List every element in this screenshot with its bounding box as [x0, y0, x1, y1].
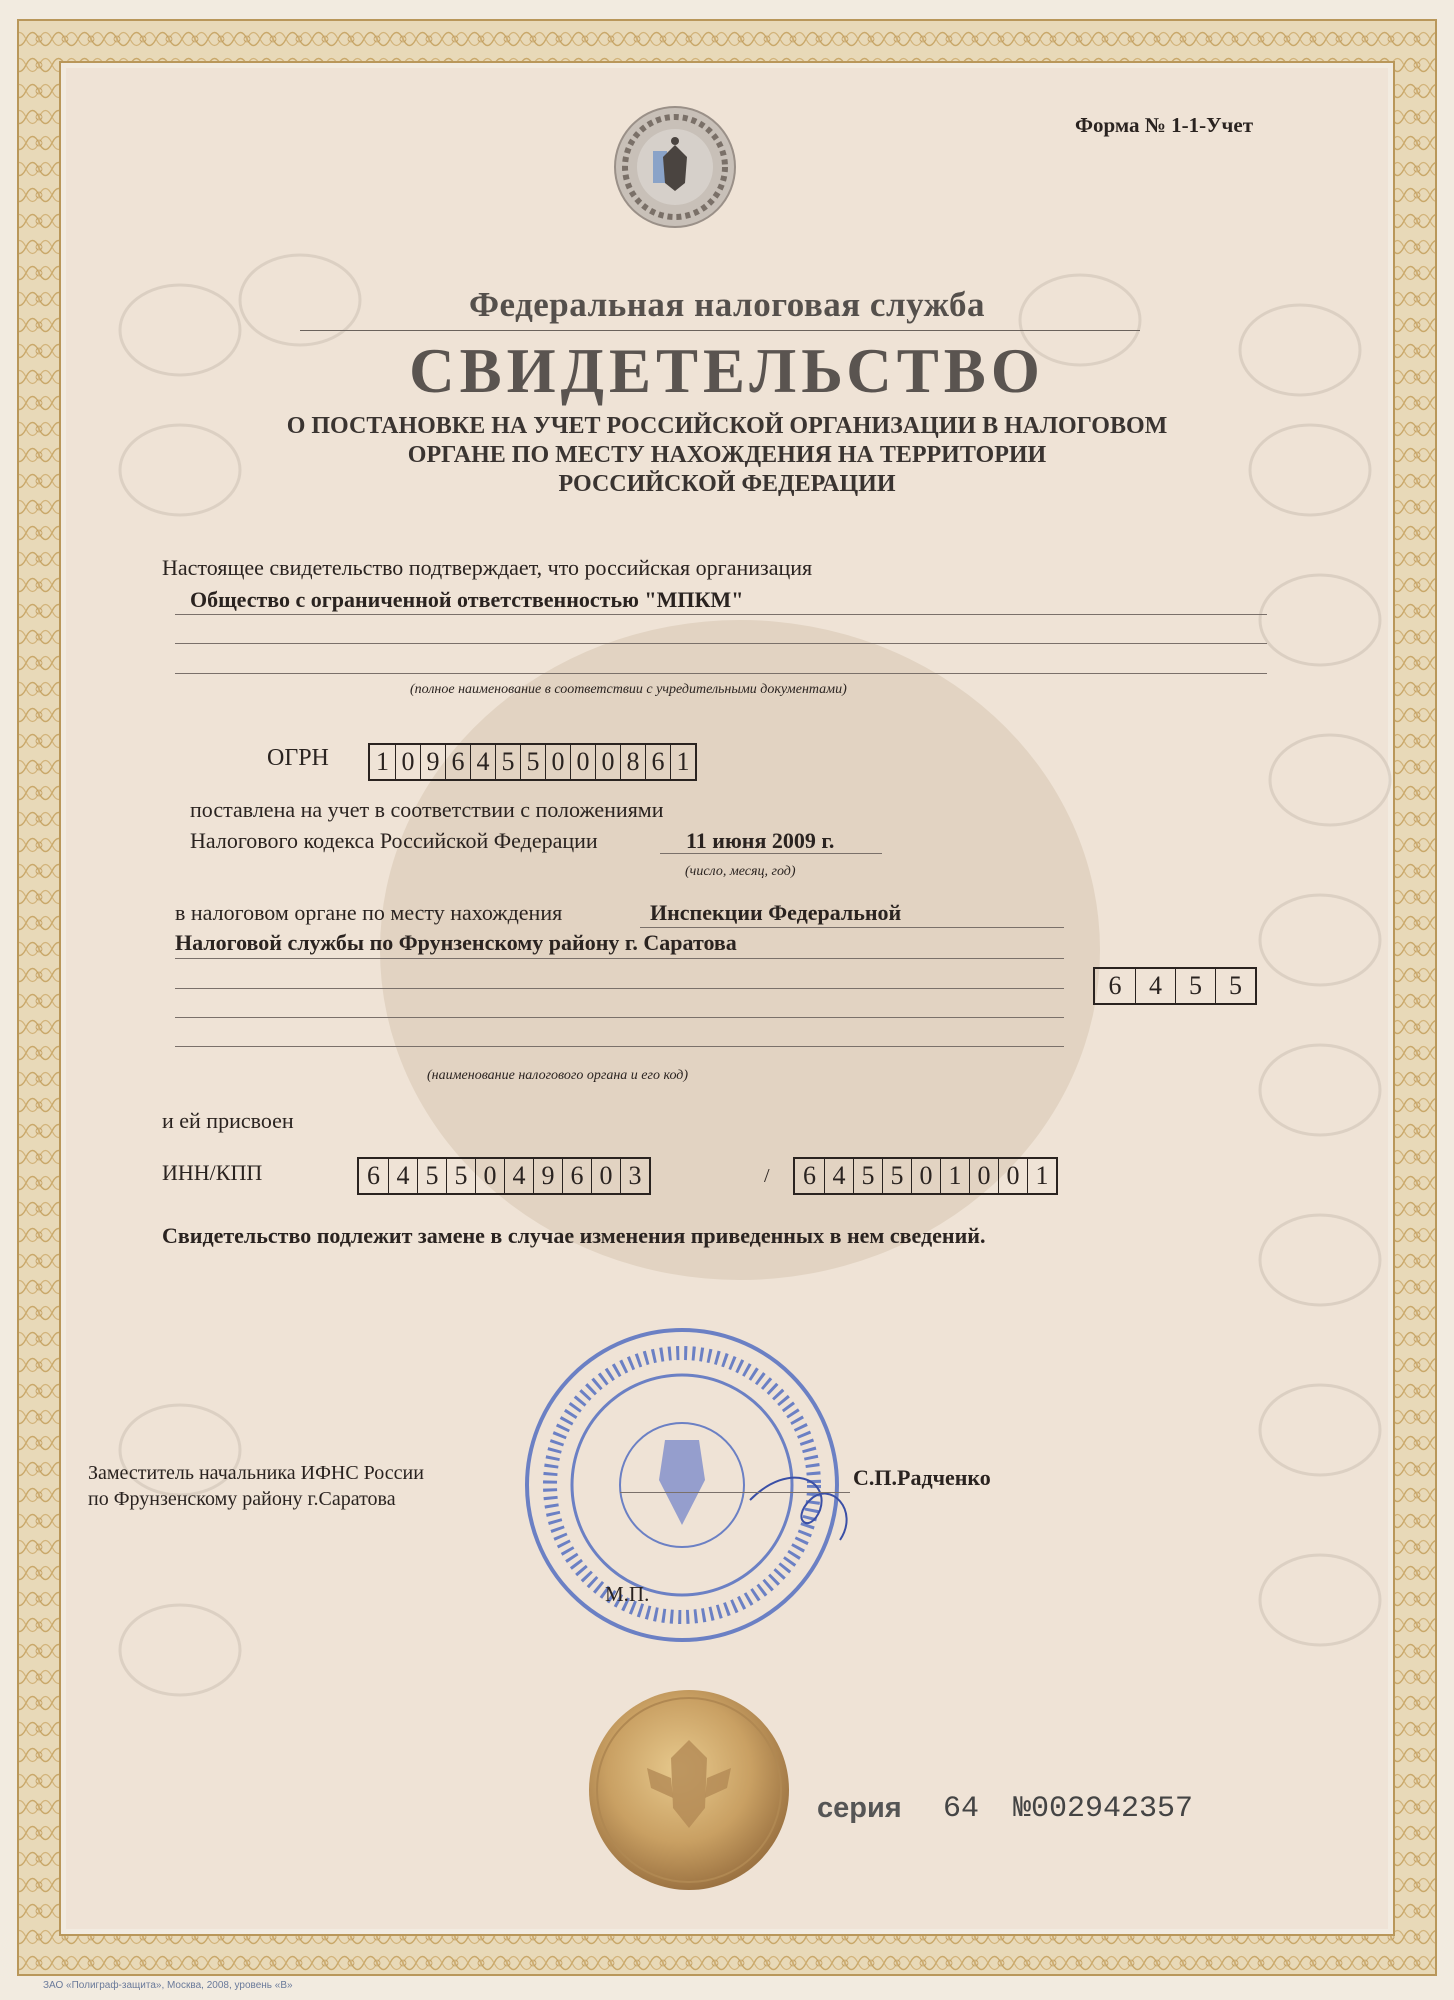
authority-code-digit: 5	[1215, 969, 1255, 1003]
kpp-digit: 5	[882, 1159, 911, 1193]
hologram-emblem	[613, 105, 737, 229]
ogrn-digit: 8	[620, 745, 645, 779]
registration-date: 11 июня 2009 г.	[686, 828, 835, 853]
kpp-digit: 1	[1027, 1159, 1056, 1193]
org-line-2	[175, 643, 1267, 644]
series-label: серия	[817, 1792, 902, 1824]
inn-digit-boxes	[357, 1157, 651, 1195]
document-title: СВИДЕТЕЛЬСТВО	[409, 336, 1045, 406]
registered-text-2: Налогового кодекса Российской Федерации	[190, 828, 598, 853]
authority-caption: (наименование налогового органа и его код)	[427, 1068, 689, 1083]
signatory-title-line-2: по Фрунзенскому району г.Саратова	[88, 1488, 396, 1510]
agency-name: Федеральная налоговая служба	[468, 285, 986, 324]
authority-code-digit: 6	[1108, 971, 1122, 1000]
kpp-digit: 5	[853, 1159, 882, 1193]
assigned-text: и ей присвоен	[162, 1108, 294, 1133]
ogrn-digit: 1	[670, 745, 695, 779]
date-caption: (число, месяц, год)	[685, 864, 796, 879]
subtitle-line-3: РОССИЙСКОЙ ФЕДЕРАЦИИ	[558, 471, 896, 497]
signer-name: С.П.Радченко	[853, 1465, 991, 1490]
inn-digit: 6	[562, 1159, 591, 1193]
tax-authority-intro: в налоговом органе по месту нахождения	[175, 900, 563, 925]
inn-digit: 9	[533, 1159, 562, 1193]
subtitle-line-1: О ПОСТАНОВКЕ НА УЧЕТ РОССИЙСКОЙ ОРГАНИЗАЦИИ В НАЛОГОВОМ	[286, 413, 1168, 439]
kpp-digit: 4	[824, 1159, 853, 1193]
ogrn-digit-boxes	[368, 743, 697, 781]
inn-digit: 3	[620, 1159, 649, 1193]
ogrn-digit: 1	[376, 747, 389, 776]
gold-hologram-seal	[587, 1688, 792, 1893]
ogrn-digit: 0	[395, 745, 420, 779]
replacement-notice: Свидетельство подлежит замене в случае изменения приведенных в нем сведений.	[162, 1223, 986, 1248]
kpp-digit: 1	[940, 1159, 969, 1193]
inn-digit: 6	[367, 1161, 380, 1190]
document-subtitle	[0, 412, 1454, 499]
org-caption: (полное наименование в соответствии с учредительными документами)	[410, 682, 847, 697]
inn-digit: 0	[591, 1159, 620, 1193]
inn-digit: 4	[388, 1159, 417, 1193]
printer-imprint: ЗАО «Полиграф-защита», Москва, 2008, уровень «В»	[43, 1980, 293, 1991]
ogrn-digit: 6	[645, 745, 670, 779]
kpp-digit-boxes	[793, 1157, 1058, 1195]
ogrn-digit: 0	[545, 745, 570, 779]
kpp-digit: 0	[969, 1159, 998, 1193]
authority-line-2	[175, 958, 1064, 959]
inn-kpp-separator: /	[764, 1165, 770, 1187]
kpp-digit: 0	[911, 1159, 940, 1193]
ogrn-digit: 5	[495, 745, 520, 779]
inn-digit: 4	[504, 1159, 533, 1193]
form-number: Форма № 1-1-Учет	[1075, 113, 1254, 137]
org-line-3	[175, 673, 1267, 674]
certificate-number: №002942357	[1013, 1792, 1194, 1826]
subtitle-line-2: ОРГАНЕ ПО МЕСТУ НАХОЖДЕНИЯ НА ТЕРРИТОРИИ	[407, 442, 1047, 468]
inn-kpp-label: ИНН/КПП	[162, 1160, 263, 1185]
authority-line-1	[640, 927, 1064, 928]
agency-underline	[300, 330, 1140, 331]
signatory-title-line-1: Заместитель начальника ИФНС России	[88, 1462, 424, 1484]
authority-line-4	[175, 1017, 1064, 1018]
inn-digit: 0	[475, 1159, 504, 1193]
ogrn-digit: 6	[445, 745, 470, 779]
tax-authority-name-1: Инспекции Федеральной	[650, 900, 902, 925]
authority-line-5	[175, 1046, 1064, 1047]
registered-text-1: поставлена на учет в соответствии с положениями	[190, 797, 664, 822]
signatory-title	[88, 1460, 424, 1512]
series-value: 64	[943, 1792, 980, 1826]
mp-stamp-mark: М.П.	[605, 1582, 650, 1606]
inn-digit: 5	[417, 1159, 446, 1193]
ogrn-digit: 5	[520, 745, 545, 779]
kpp-digit: 6	[803, 1161, 816, 1190]
ogrn-digit: 0	[595, 745, 620, 779]
ogrn-digit: 0	[570, 745, 595, 779]
authority-code-digit: 4	[1135, 969, 1175, 1003]
date-line	[660, 853, 882, 854]
confirm-text: Настоящее свидетельство подтверждает, что российская организация	[162, 555, 813, 580]
org-line-1	[175, 614, 1267, 615]
handwritten-signature	[720, 1440, 880, 1560]
tax-authority-name-2: Налоговой службы по Фрунзенскому району г. Саратова	[175, 930, 737, 955]
signature-line	[620, 1492, 850, 1493]
ogrn-label: ОГРН	[267, 745, 329, 771]
ogrn-digit: 4	[470, 745, 495, 779]
inn-digit: 5	[446, 1159, 475, 1193]
ogrn-digit: 9	[420, 745, 445, 779]
authority-line-3	[175, 988, 1064, 989]
tax-authority-code-boxes	[1093, 967, 1257, 1005]
organization-name: Общество с ограниченной ответственностью "МПКМ"	[190, 587, 744, 612]
authority-code-digit: 5	[1175, 969, 1215, 1003]
kpp-digit: 0	[998, 1159, 1027, 1193]
